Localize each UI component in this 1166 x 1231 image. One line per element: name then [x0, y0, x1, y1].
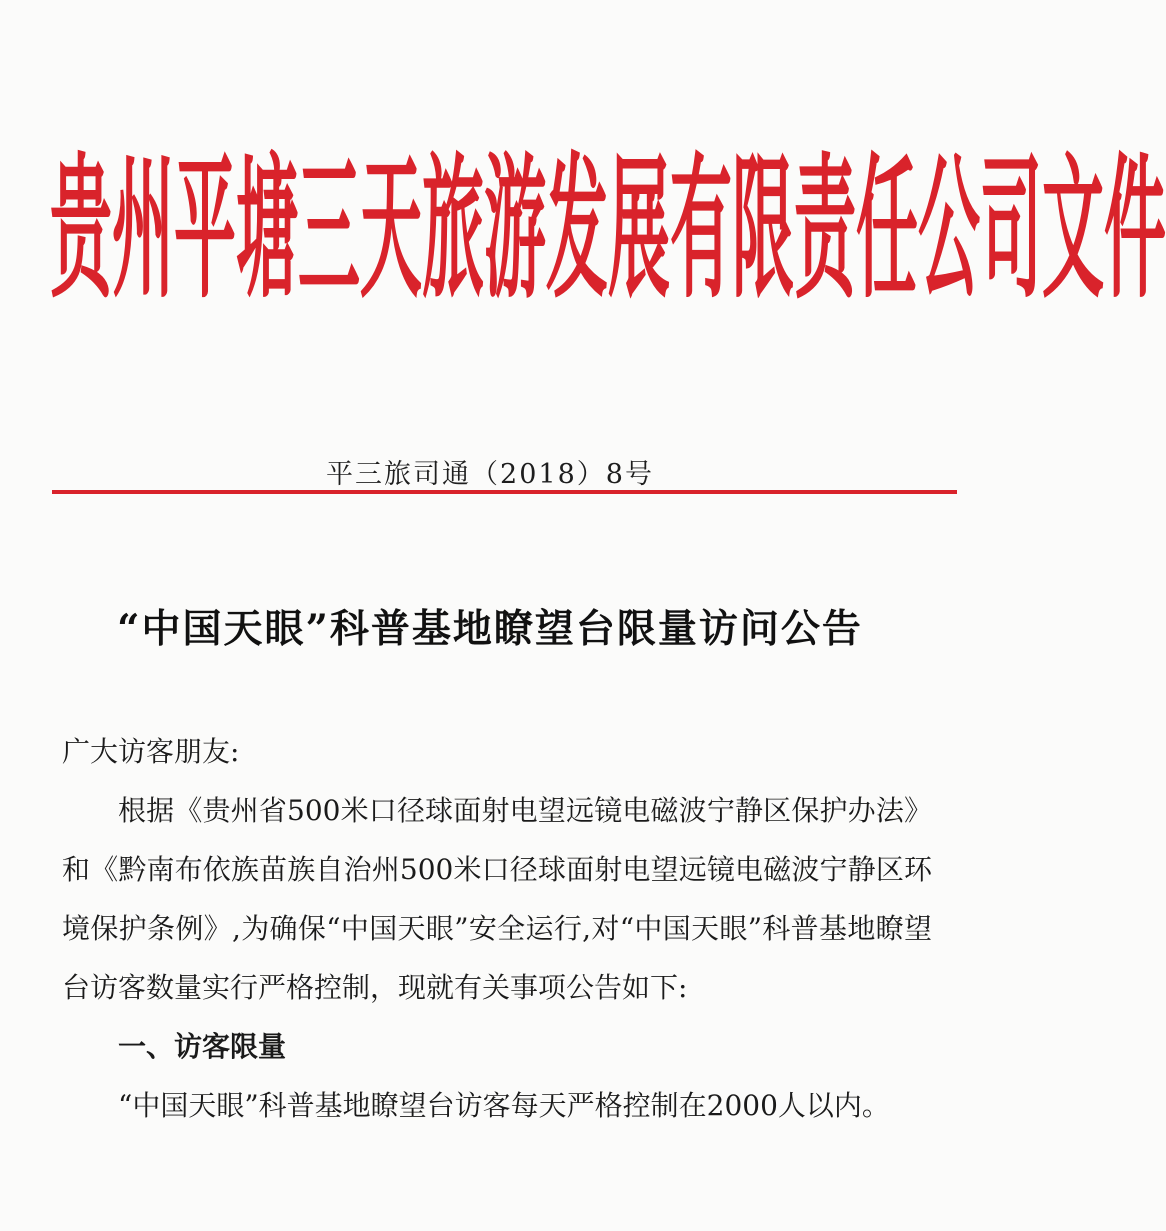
notice-body: [62, 722, 932, 1135]
document-header-title: 贵州平塘三天旅游发展有限责任公司文件: [50, 137, 1166, 320]
salutation: 广大访客朋友:: [62, 735, 240, 768]
document-number: 平三旅司通（2018）8号: [326, 459, 654, 490]
paragraph-visitor-limit: “中国天眼”科普基地瞭望台访客每天严格控制在2000人以内。: [118, 1089, 890, 1122]
red-divider-line: [52, 490, 957, 494]
paragraph-intro: 根据《贵州省500米口径球面射电望远镜电磁波宁静区保护办法》和《黔南布依族苗族自治州500米口径球面射电望远镜电磁波宁静区环境保护条例》,为确保“中国天眼”安全运行,对“中国天眼”科普基地瞭望台访客数量实行严格控制，现就有关事项公告如下:: [62, 794, 932, 1004]
section-heading-visitor-limit: 一、访客限量: [118, 1030, 287, 1063]
notice-title: “中国天眼”科普基地瞭望台限量访问公告: [117, 606, 863, 652]
